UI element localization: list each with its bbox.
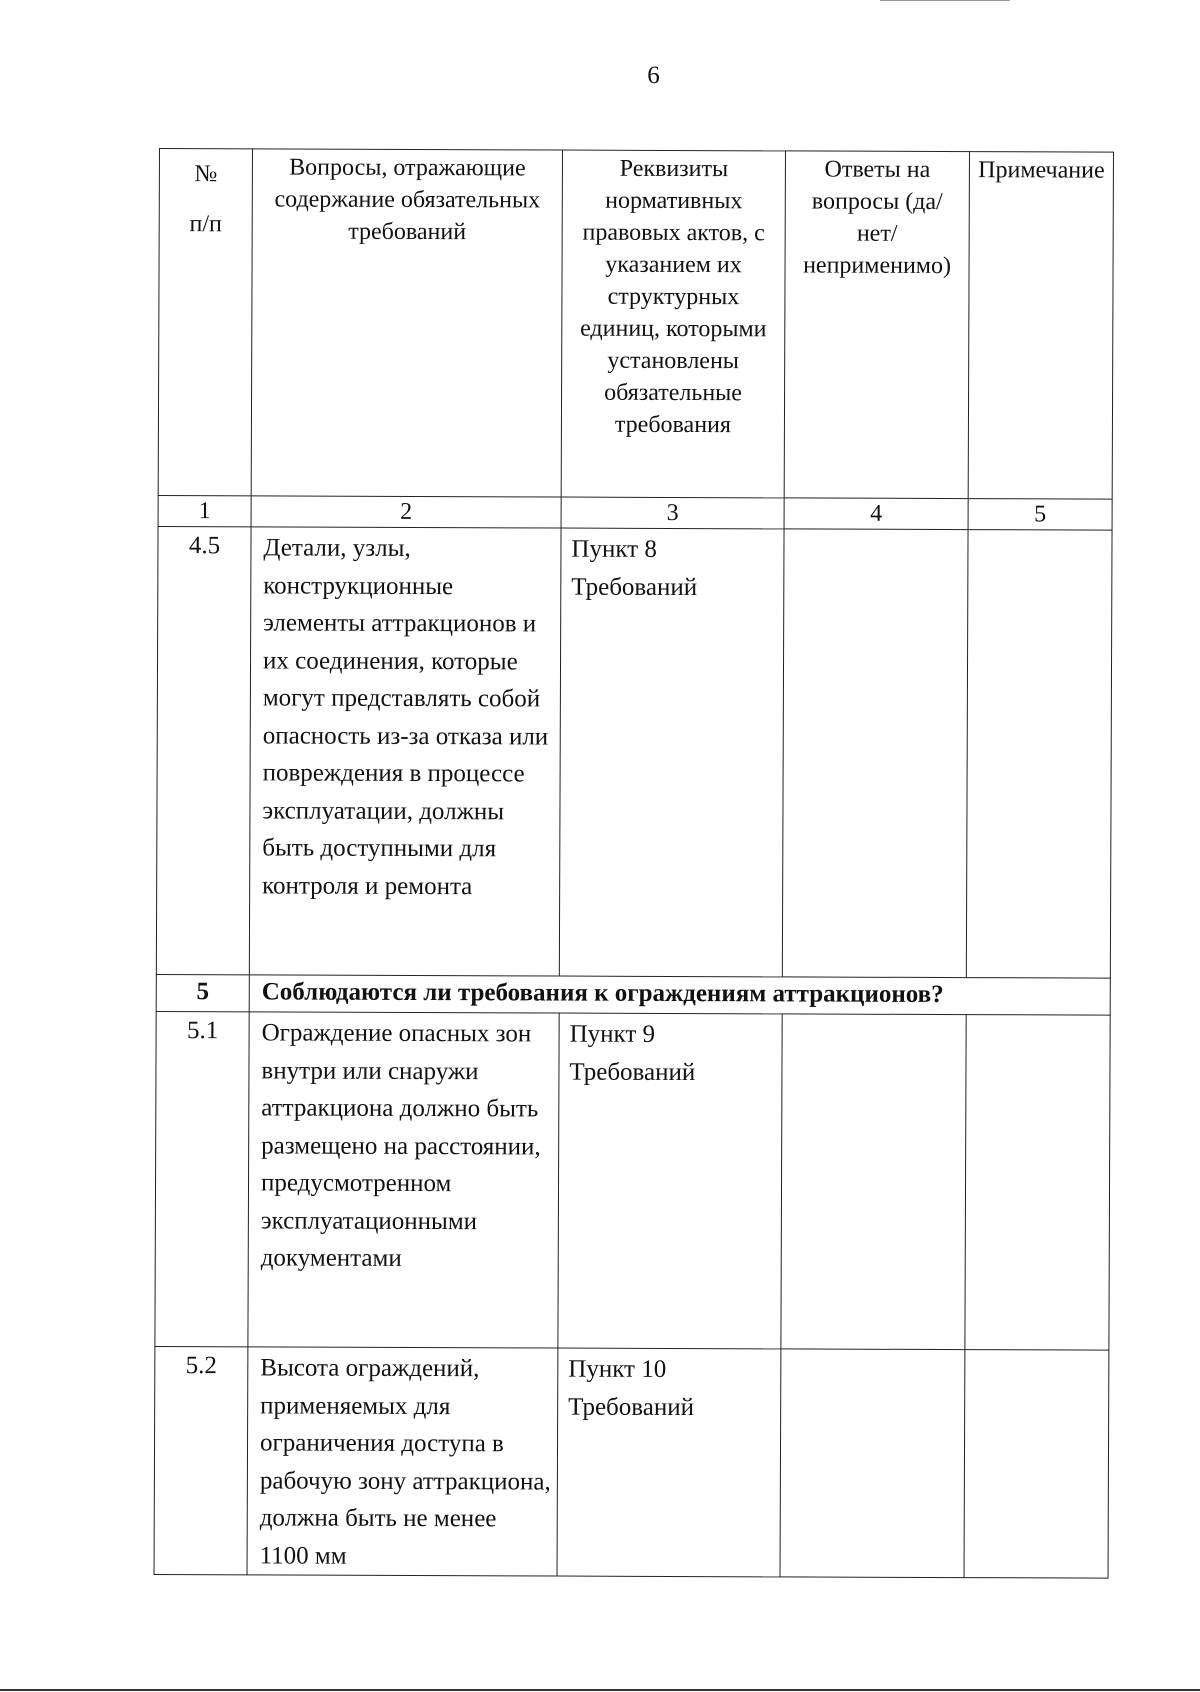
- row-answer: [782, 529, 968, 978]
- row-requisite: Пункт 10 Требований: [557, 1348, 781, 1577]
- header-note-text: Примечание: [978, 157, 1105, 184]
- header-num-text: № п/п: [189, 161, 222, 238]
- row-answer: [780, 1349, 965, 1578]
- row-note: [966, 530, 1112, 979]
- row-number: 4.5: [156, 526, 251, 974]
- column-number: 4: [784, 498, 968, 530]
- table-row: [156, 526, 1112, 978]
- section-title: Соблюдаются ли требования к ограждениям аттракционов?: [249, 975, 1110, 1015]
- header-questions: [251, 149, 562, 497]
- row-question: Ограждение опасных зон внутри или снаружи аттракциона должно быть размещено на расстоянии, предусмотренном эксплуатационными документами: [248, 1012, 559, 1348]
- row-requisite: Пункт 8 Требований: [559, 528, 784, 977]
- row-requisite: Пункт 9 Требований: [558, 1013, 782, 1349]
- row-note: [964, 1350, 1109, 1579]
- row-answer: [781, 1014, 966, 1350]
- row-question: Детали, узлы, конструкционные элементы аттракционов и их соединения, которые могут представлять собой опасность из-за отказа или повреждения в процессе эксплуатации, должны быть доступными для контроля и ремонта: [249, 527, 561, 976]
- table-row: [154, 1346, 1109, 1578]
- header-requisites: [561, 150, 785, 498]
- row-note: [965, 1015, 1110, 1351]
- row-number: 5.1: [155, 1011, 249, 1346]
- header-num: [158, 149, 252, 496]
- header-answers: [784, 151, 969, 499]
- scan-bottom-edge: [0, 1689, 1200, 1691]
- header-answers-text: Ответы на вопросы (да/нет/ неприменимо): [803, 156, 952, 280]
- column-number: 3: [561, 497, 784, 529]
- section-number: 5: [156, 974, 249, 1011]
- row-question: Высота ограждений, применяемых для ограничения доступа в рабочую зону аттракциона, должна быть не менее 1100 мм: [247, 1347, 558, 1576]
- column-number: 5: [968, 499, 1112, 531]
- column-number-row: [158, 495, 1112, 530]
- section-row: [156, 974, 1110, 1015]
- table-header-row: [158, 149, 1113, 500]
- header-note: [968, 152, 1113, 500]
- checklist-table: [154, 148, 1114, 1579]
- scan-edge-mark: [880, 0, 1010, 1]
- header-requisites-text: Реквизиты нормативных правовых актов, с указанием их структурных единиц, которыми установлены обязательные требования: [580, 155, 767, 439]
- column-number: 2: [251, 496, 561, 528]
- page-number: 6: [647, 62, 660, 89]
- table-row: [155, 1011, 1110, 1350]
- column-number: 1: [158, 495, 251, 526]
- row-number: 5.2: [154, 1346, 248, 1574]
- header-questions-text: Вопросы, отражающие содержание обязательных требований: [274, 154, 541, 246]
